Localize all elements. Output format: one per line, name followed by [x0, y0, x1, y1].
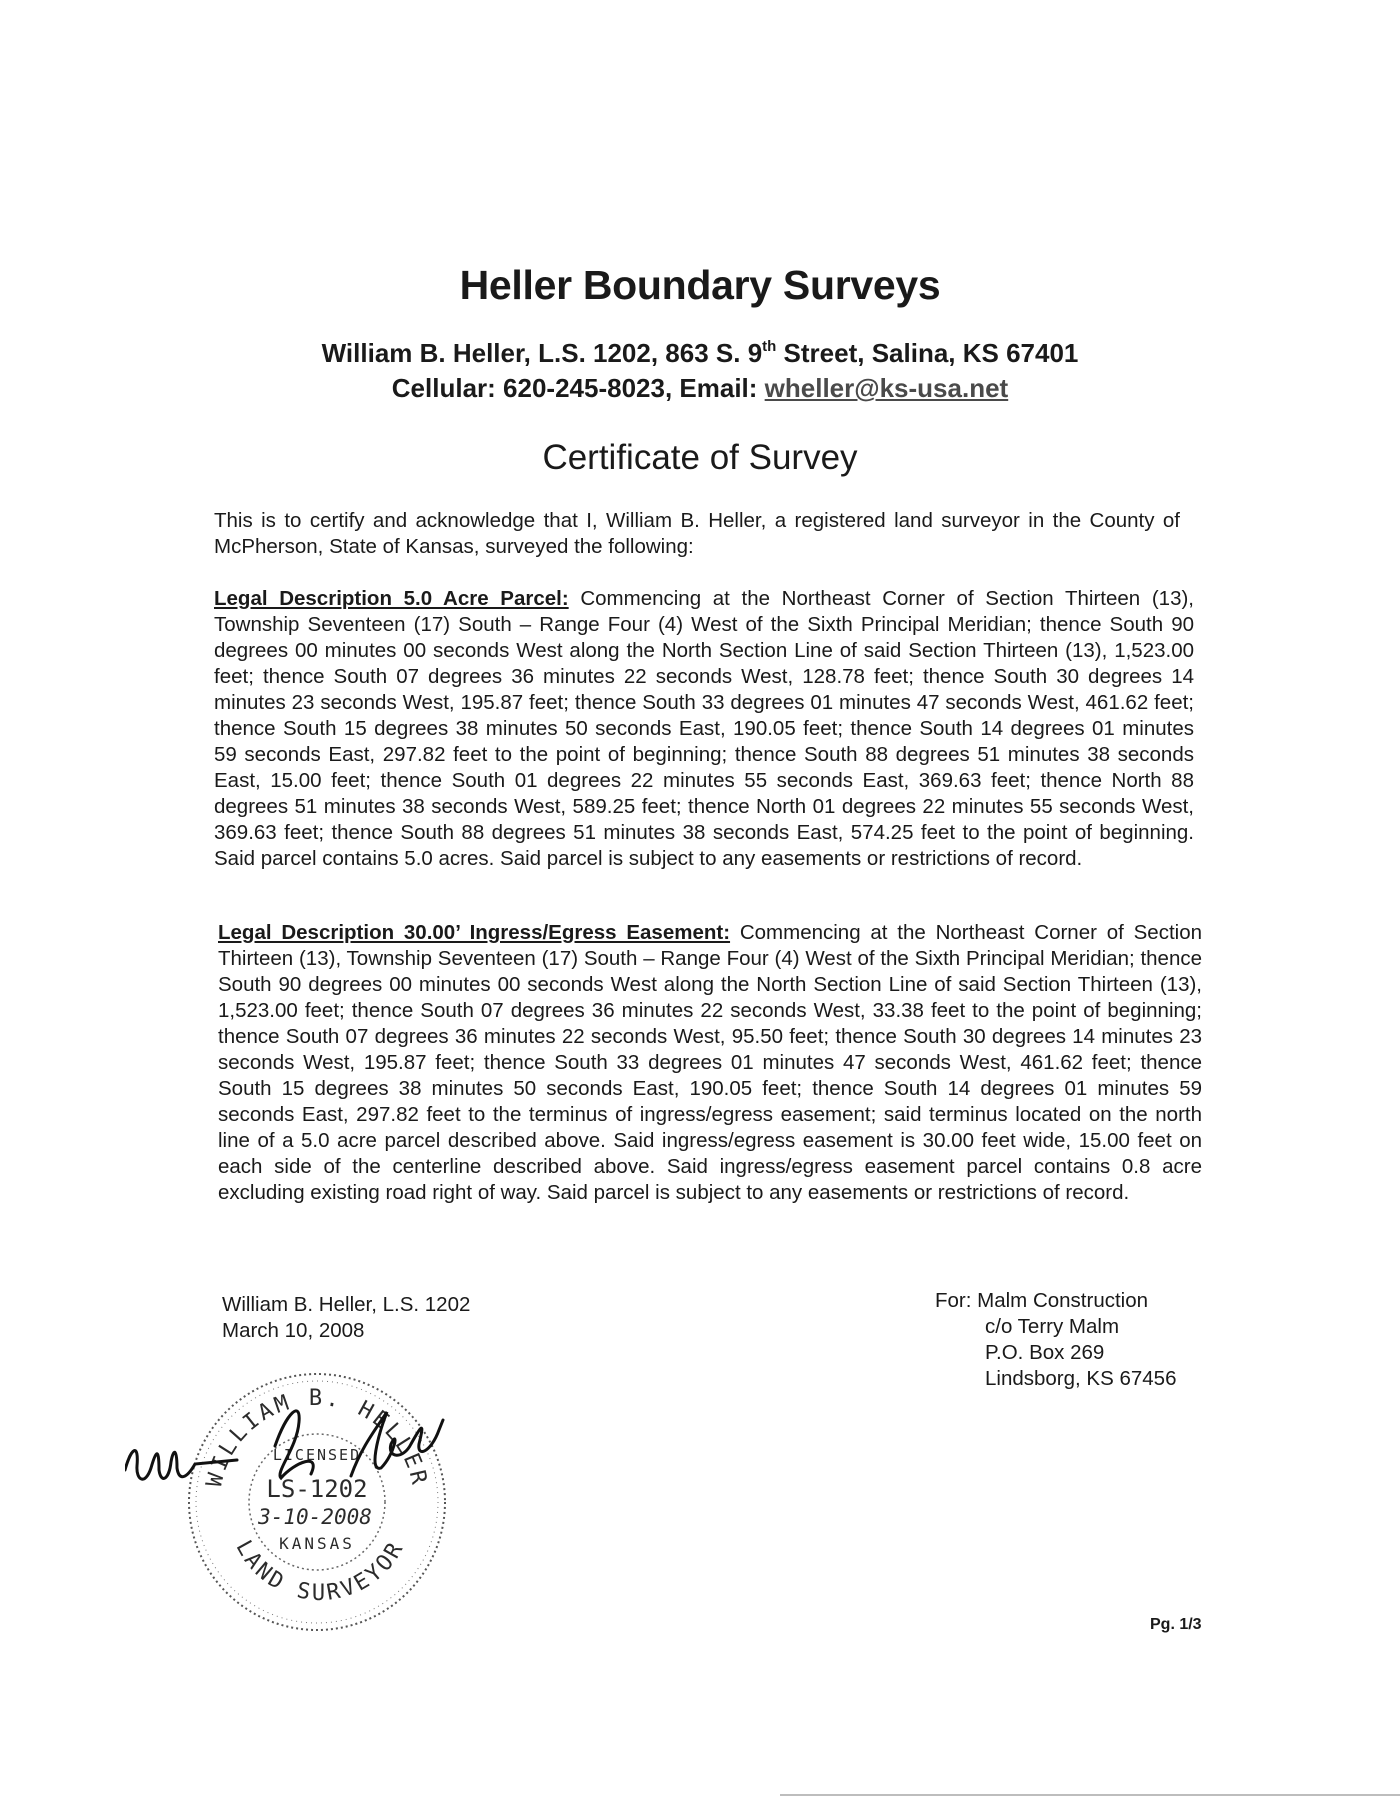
- seal-state: KANSAS: [279, 1534, 355, 1553]
- company-name: Heller Boundary Surveys: [459, 262, 941, 308]
- email-link[interactable]: wheller@ks-usa.net: [764, 373, 1009, 403]
- seal-bottom-text: LAND SURVEYOR: [230, 1536, 410, 1606]
- seal-date: 3-10-2008: [258, 1505, 372, 1529]
- parcel-heading: Legal Description 5.0 Acre Parcel:: [214, 587, 569, 610]
- surveyor-name: William B. Heller, L.S. 1202: [222, 1293, 471, 1316]
- seal-license-number: LS-1202: [266, 1475, 368, 1503]
- client-po-box: P.O. Box 269: [985, 1341, 1105, 1364]
- client-name: For: Malm Construction: [935, 1289, 1149, 1312]
- seal-stamp-graphic: [125, 1352, 515, 1632]
- parcel-text: Commencing at the Northeast Corner of Section Thirteen (13), Township Seventeen (17) South – Range Four (4) West of the Sixth Principal Meridian; thence South 90 degrees 00 minutes 00 seconds West along the North Section Line of said Section Thirteen (13), 1,523.00 feet; thence South 07 degrees 36 minutes 22 seconds West, 128.78 feet; thence South 30 degrees 14 minutes 23 seconds West, 195.87 feet; thence South 33 degrees 01 minutes 47 seconds West, 461.62 feet; thence South 15 degrees 38 minutes 50 seconds East, 190.05 feet; thence South 14 degrees 01 minutes 59 seconds East, 297.82 feet to the point of beginning; thence South 88 degrees 51 minutes 38 seconds East, 15.00 feet; thence South 01 degrees 22 minutes 55 seconds East, 369.63 feet; thence North 88 degrees 51 minutes 38 seconds West, 589.25 feet; thence North 01 degrees 22 minutes 55 seconds West, 369.63 feet; thence South 88 degrees 51 minutes 38 seconds East, 574.25 feet to the point of beginning. Said parcel contains 5.0 acres. Said parcel is subject to any easements or restrictions of record.: [214, 587, 1194, 870]
- address-prefix: William B. Heller, L.S. 1202, 863 S. 9: [321, 338, 763, 368]
- company-contact: [0, 373, 1400, 404]
- client-city: Lindsborg, KS 67456: [985, 1367, 1177, 1390]
- page-number: Pg. 1/3: [1150, 1616, 1202, 1633]
- parcel-description: [214, 586, 1194, 872]
- client-attention: c/o Terry Malm: [985, 1315, 1120, 1338]
- address-superscript: th: [762, 338, 777, 355]
- seal-licensed: LICENSED: [272, 1446, 362, 1464]
- surveyor-seal: [125, 1352, 515, 1632]
- signature-date: March 10, 2008: [222, 1319, 365, 1342]
- easement-text: Commencing at the Northeast Corner of Section Thirteen (13), Township Seventeen (17) South – Range Four (4) West of the Sixth Principal Meridian; thence South 90 degrees 00 minutes 00 seconds West along the North Section Line of said Section Thirteen (13), 1,523.00 feet; thence South 07 degrees 36 minutes 22 seconds West, 33.38 feet to the point of beginning; thence South 07 degrees 36 minutes 22 seconds West, 95.50 feet; thence South 30 degrees 14 minutes 23 seconds West, 195.87 feet; thence South 33 degrees 01 minutes 47 seconds West, 461.62 feet; thence South 15 degrees 38 minutes 50 seconds East, 190.05 feet; thence South 14 degrees 01 minutes 59 seconds East, 297.82 feet to the terminus of ingress/egress easement; said terminus located on the north line of a 5.0 acre parcel described above. Said ingress/egress easement is 30.00 feet wide, 15.00 feet on each side of the centerline described above. Said ingress/egress easement parcel contains 0.8 acre excluding existing road right of way. Said parcel is subject to any easements or restrictions of record.: [218, 921, 1202, 1204]
- document-title: Certificate of Survey: [542, 438, 858, 477]
- contact-prefix: Cellular: 620-245-8023, Email:: [391, 373, 765, 403]
- easement-description: [218, 920, 1202, 1206]
- address-suffix: Street, Salina, KS 67401: [776, 338, 1079, 368]
- client-address-block: [935, 1288, 1176, 1392]
- company-address: [0, 338, 1400, 369]
- easement-heading: Legal Description 30.00’ Ingress/Egress Easement:: [218, 921, 731, 944]
- seal-top-text: WILLIAM B. HELLER: [202, 1386, 432, 1490]
- page-edge-line: [780, 1794, 1400, 1796]
- certification-intro: This is to certify and acknowledge that I, William B. Heller, a registered land surveyor in the County of McPherson, State of Kansas, surveyed the following:: [214, 509, 1180, 558]
- surveyor-signature-block: [222, 1292, 470, 1344]
